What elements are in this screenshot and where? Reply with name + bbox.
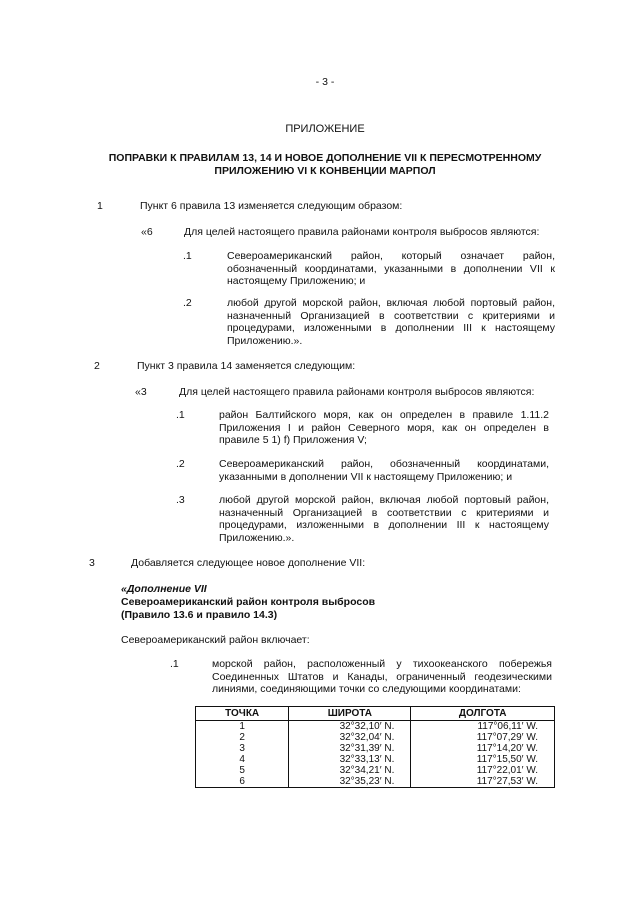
page-number: - 3 - bbox=[315, 76, 335, 88]
section-1-item-1-number: .1 bbox=[183, 250, 192, 262]
section-1-quote-number: «6 bbox=[141, 226, 153, 238]
document-title-line1: ПОПРАВКИ К ПРАВИЛАМ 13, 14 И НОВОЕ ДОПОЛНЕНИЕ VII К ПЕРЕСМОТРЕННОМУ bbox=[108, 152, 542, 164]
header-point: ТОЧКА bbox=[196, 707, 289, 721]
appendix-item-number: .1 bbox=[170, 658, 179, 670]
section-3-number: 3 bbox=[89, 557, 95, 569]
section-1-item-2-text: любой другой морской район, включая любой портовый район, назначенный Организацией в соответствии с критериями и процедурами, изложенными в дополнении III к настоящему Приложению.». bbox=[227, 297, 555, 347]
longitude-cell: 117°14,20′ W. bbox=[411, 743, 555, 754]
header-latitude: ШИРОТА bbox=[289, 707, 411, 721]
section-1-quote-text: Для целей настоящего правила районами контроля выбросов являются: bbox=[184, 226, 540, 238]
point-cell: 4 bbox=[196, 754, 289, 765]
section-2-item-3-text: любой другой морской район, включая любой портовый район, назначенный Организацией в соответствии с критериями и процедурами, изложенными в дополнении III к настоящему Приложению.». bbox=[219, 494, 549, 544]
section-2-item-1-text: район Балтийского моря, как он определен в правиле 1.11.2 Приложения I и район Северного моря, как он определен в правиле 5 1) f) Приложения V; bbox=[219, 409, 549, 446]
appendix-rules: (Правило 13.6 и правило 14.3) bbox=[121, 609, 278, 621]
annex-heading: ПРИЛОЖЕНИЕ bbox=[285, 123, 365, 135]
point-cell: 1 bbox=[196, 721, 289, 733]
point-cell: 5 bbox=[196, 765, 289, 776]
latitude-cell: 32°33,13′ N. bbox=[289, 754, 411, 765]
table-row bbox=[196, 721, 555, 733]
section-2-quote-number: «3 bbox=[135, 386, 147, 398]
section-2-item-1-number: .1 bbox=[176, 409, 185, 421]
latitude-cell: 32°35,23′ N. bbox=[289, 776, 411, 788]
section-2-quote-text: Для целей настоящего правила районами контроля выбросов являются: bbox=[179, 386, 535, 398]
longitude-cell: 117°07,29′ W. bbox=[411, 732, 555, 743]
coordinates-table bbox=[195, 706, 555, 788]
document-title-line2: ПРИЛОЖЕНИЮ VI К КОНВЕНЦИИ МАРПОЛ bbox=[214, 165, 436, 177]
table-row bbox=[196, 732, 555, 743]
table-row bbox=[196, 765, 555, 776]
section-2-item-3-number: .3 bbox=[176, 494, 185, 506]
section-1-item-1-text: Североамериканский район, который означает район, обозначенный координатами, указанными в дополнении VII к настоящему Приложению; и bbox=[227, 250, 555, 287]
appendix-includes: Североамериканский район включает: bbox=[121, 634, 310, 646]
section-3-intro: Добавляется следующее новое дополнение VII: bbox=[131, 557, 366, 569]
longitude-cell: 117°15,50′ W. bbox=[411, 754, 555, 765]
table-header-row bbox=[196, 707, 555, 721]
latitude-cell: 32°32,04′ N. bbox=[289, 732, 411, 743]
section-1-item-2-number: .2 bbox=[183, 297, 192, 309]
longitude-cell: 117°27,53′ W. bbox=[411, 776, 555, 788]
section-2-item-2-number: .2 bbox=[176, 458, 185, 470]
point-cell: 2 bbox=[196, 732, 289, 743]
section-2-intro: Пункт 3 правила 14 заменяется следующим: bbox=[137, 360, 356, 372]
appendix-item-text: морской район, расположенный у тихоокеанского побережья Соединенных Штатов и Канады, ограниченный геодезическими линиями, соединяющими точки со следующими координатами: bbox=[212, 658, 552, 695]
latitude-cell: 32°32,10′ N. bbox=[289, 721, 411, 733]
section-2-number: 2 bbox=[94, 360, 100, 372]
table-row bbox=[196, 776, 555, 788]
table-row bbox=[196, 743, 555, 754]
appendix-title: «Дополнение VII bbox=[121, 583, 207, 595]
latitude-cell: 32°34,21′ N. bbox=[289, 765, 411, 776]
section-2-item-2-text: Североамериканский район, обозначенный координатами, указанными в дополнении VII к настоящему Приложению; и bbox=[219, 458, 549, 483]
section-1-intro: Пункт 6 правила 13 изменяется следующим образом: bbox=[140, 200, 403, 212]
table-row bbox=[196, 754, 555, 765]
longitude-cell: 117°06,11′ W. bbox=[411, 721, 555, 733]
section-1-number: 1 bbox=[97, 200, 103, 212]
header-longitude: ДОЛГОТА bbox=[411, 707, 555, 721]
point-cell: 6 bbox=[196, 776, 289, 788]
longitude-cell: 117°22,01′ W. bbox=[411, 765, 555, 776]
latitude-cell: 32°31,39′ N. bbox=[289, 743, 411, 754]
appendix-subtitle: Североамериканский район контроля выбросов bbox=[121, 596, 376, 608]
point-cell: 3 bbox=[196, 743, 289, 754]
